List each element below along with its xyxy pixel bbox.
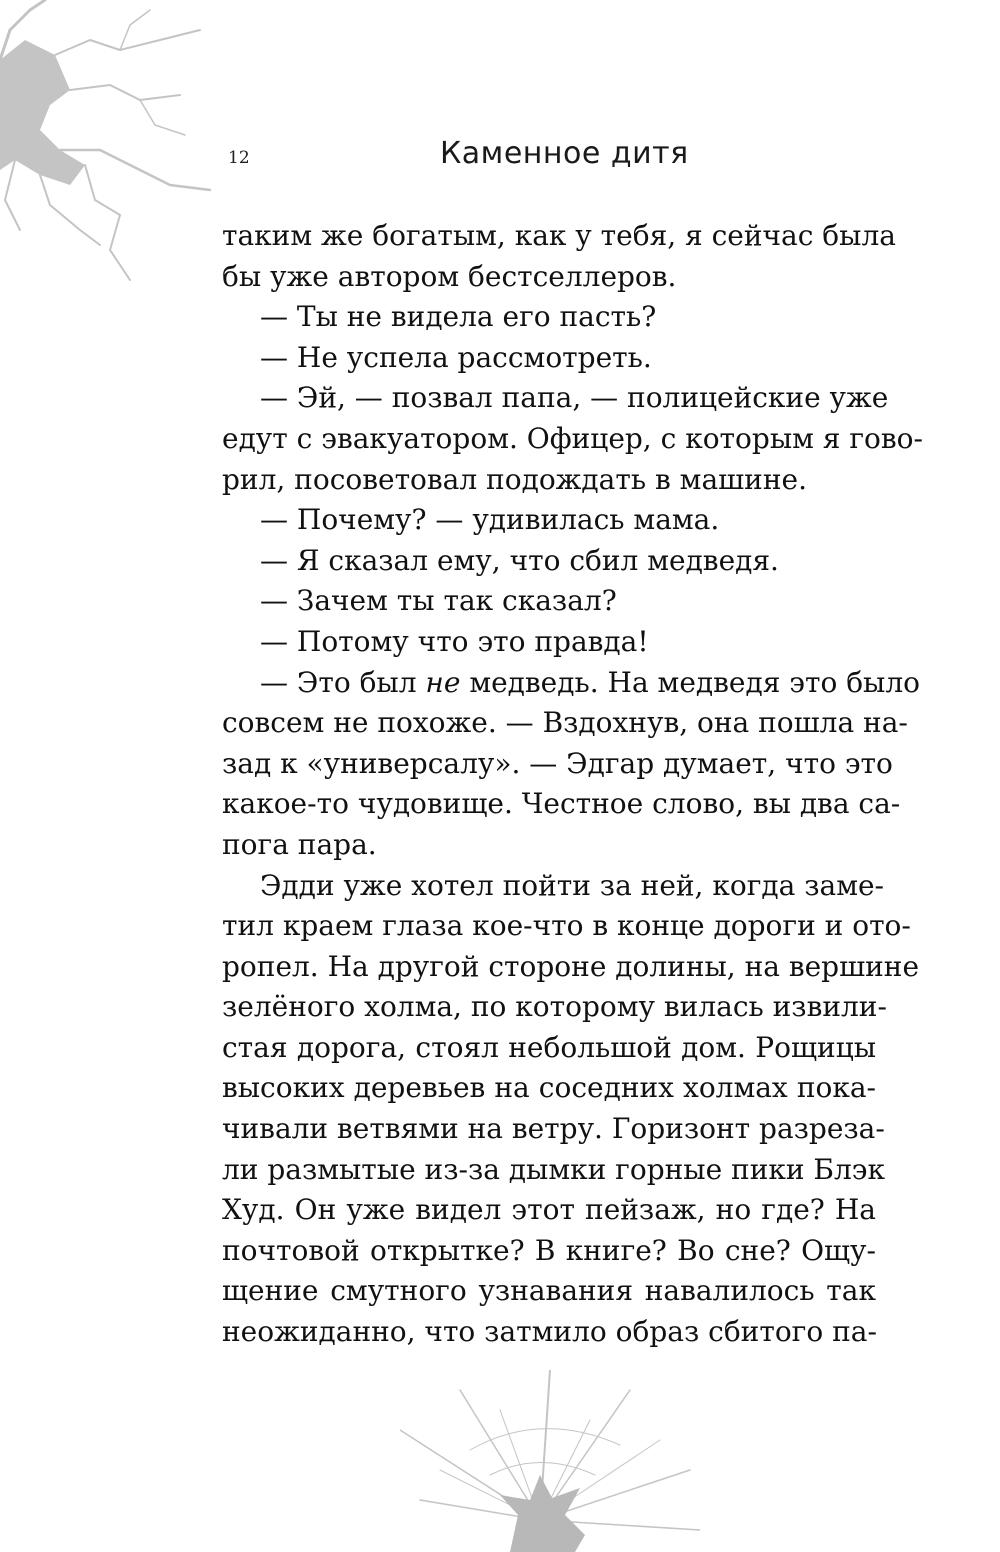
text-line: — Почему? — удивилась мама. — [260, 503, 720, 537]
crack-icon — [0, 0, 220, 290]
text-line: Худ. Он уже видел этот пейзаж, но где? На — [222, 1193, 876, 1227]
text-line: таким же богатым, как у тебя, я сейчас была — [222, 219, 896, 252]
text-line: — Потому что это правда! — [260, 624, 649, 658]
text-line: тил краем глаза кое-что в конце дороги и ото- — [222, 909, 911, 943]
shattered-glass-icon — [400, 1370, 700, 1552]
text-line: зелёного холма, по которому вилась извили- — [222, 990, 887, 1024]
text-line: какое-то чудовище. Честное слово, вы два са- — [222, 787, 901, 821]
text-line: рил, посоветовал подождать в машине. — [222, 462, 807, 496]
text-line: — Ты не видела его пасть? — [260, 300, 657, 334]
text-line: высоких деревьев на соседних холмах пока- — [222, 1071, 876, 1105]
text-line: чивали ветвями на ветру. Горизонт разреза- — [222, 1112, 885, 1146]
running-title: Каменное дитя — [440, 136, 689, 171]
text-line: едут с эвакуатором. Офицер, с которым я гово- — [222, 421, 923, 455]
text-line: — Зачем ты так сказал? — [260, 584, 617, 618]
text-fragment: медведь. На медведя это было — [460, 665, 920, 699]
text-line: почтовой открытке? В книге? Во сне? Ощу- — [222, 1233, 876, 1267]
page-number: 12 — [228, 148, 250, 168]
text-line: пога пара. — [222, 827, 377, 861]
text-line: — Я сказал ему, что сбил медведя. — [260, 543, 779, 577]
text-line: зад к «универсалу». — Эдгар думает, что это — [222, 746, 893, 780]
text-line: совсем не похоже. — Вздохнув, она пошла на- — [222, 706, 908, 740]
text-line: — Эй, — позвал папа, — полицейские уже — [260, 381, 889, 415]
text-line: — Не успела рассмотреть. — [260, 340, 652, 374]
text-line — [222, 663, 920, 704]
text-line: бы уже автором бестселлеров. — [222, 259, 677, 293]
text-line: неожиданно, что затмило образ сбитого па- — [222, 1315, 877, 1349]
text-line: ли размытые из-за дымки горные пики Блэк — [222, 1152, 885, 1186]
body-text — [222, 216, 923, 1353]
text-line: щение смутного узнавания навалилось так — [222, 1274, 876, 1308]
emphasis: не — [425, 665, 461, 699]
text-line: стая дорога, стоял небольшой дом. Рощицы — [222, 1030, 876, 1064]
text-line: Эдди уже хотел пойти за ней, когда заме- — [260, 868, 884, 902]
text-line: ропел. На другой стороне долины, на вершине — [222, 949, 920, 983]
text-fragment: — Это был — [260, 665, 426, 699]
